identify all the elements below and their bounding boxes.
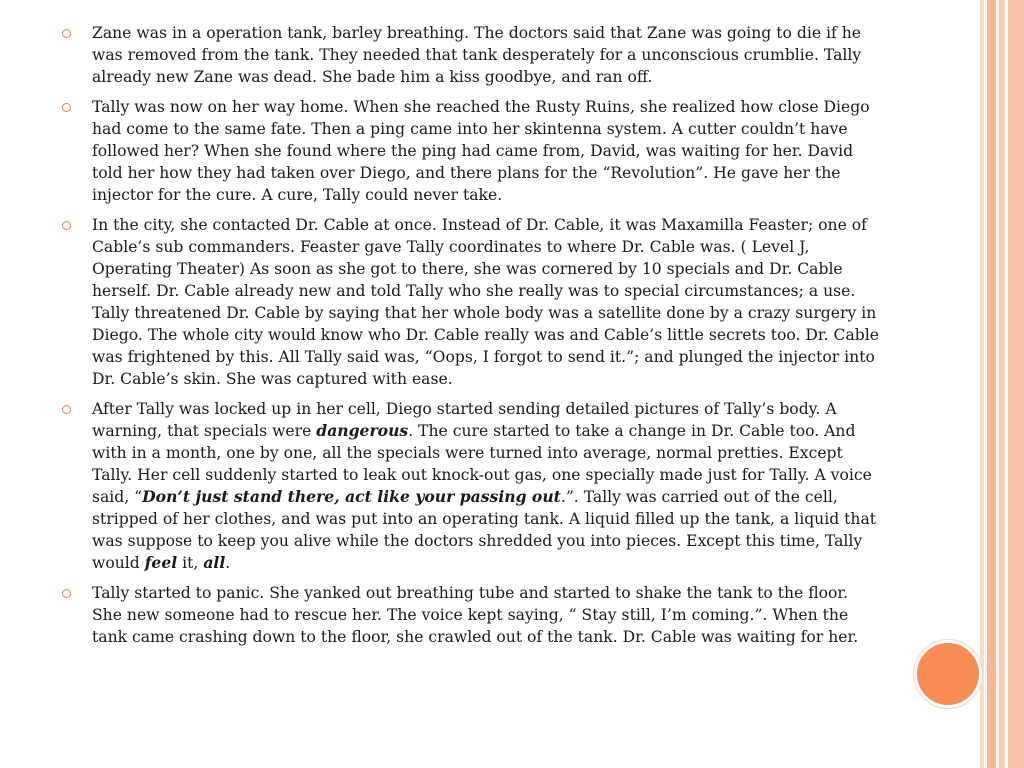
emphasized-text: feel: [144, 553, 178, 572]
decorative-side-stripes: [980, 0, 1024, 768]
stripe: [987, 0, 996, 768]
bullet-paragraph-5: [62, 582, 882, 648]
hollow-circle-bullet-icon: [62, 405, 71, 414]
paragraph-text-part: .”. Tally was carried out of the cell, stripped of her clothes, and was put into an operating tank. A liquid filled up the tank, a liquid that was suppose to keep you alive while the doctors shredded you into pieces. Except this time, Tally would: [92, 488, 877, 572]
paragraph-text: Zane was in a operation tank, barley breathing. The doctors said that Zane was going to die if he was removed from the tank. They needed that tank desperately for a unconscious crumblie. Tally already new Zane was dead. She bade him a kiss goodbye, and ran off.: [92, 24, 862, 86]
paragraph-text-part: After Tally was locked up in her cell, Diego started sending detailed pictures of Tally’s body. A warning, that specials were: [92, 400, 837, 440]
emphasized-text: Don’t just stand there, act like your passing out: [142, 487, 561, 506]
hollow-circle-bullet-icon: [62, 221, 71, 230]
bullet-paragraph-3: [62, 214, 882, 390]
orange-circle-decoration: [914, 640, 982, 708]
paragraph-text: Tally was now on her way home. When she reached the Rusty Ruins, she realized how close Diego had come to the same fate. Then a ping came into her skintenna system. A cutter couldn’t have followed her? When she found where the ping had came from, David, was waiting for her. David told her how they had taken over Diego, and there plans for the “Revolution”. He gave her the injector for the cure. A cure, Tally could never take.: [92, 98, 870, 204]
bullet-paragraph-1: [62, 22, 882, 88]
paragraph-text: Tally started to panic. She yanked out breathing tube and started to shake the tank to the floor. She new someone had to rescue her. The voice kept saying, “ Stay still, I’m coming.”. When the tank came crashing down to the floor, she crawled out of the tank. Dr. Cable was waiting for her.: [92, 584, 859, 646]
hollow-circle-bullet-icon: [62, 589, 71, 598]
bullet-list: [62, 22, 882, 648]
paragraph-text-part: .: [225, 554, 231, 572]
paragraph-text-part: . The cure started to take a change in Dr. Cable too. And with in a month, one by one, all the specials were turned into average, normal pretties. Except Tally. Her cell suddenly started to leak out knock-out gas, one specially made just for Tally. A voice said, “: [92, 422, 872, 506]
bullet-paragraph-4: [62, 398, 882, 574]
emphasized-text: dangerous: [316, 421, 409, 440]
hollow-circle-bullet-icon: [62, 29, 71, 38]
bullet-paragraph-2: [62, 96, 882, 206]
stripe: [1008, 0, 1024, 768]
slide-body: [62, 22, 882, 656]
paragraph-text-part: it,: [177, 554, 204, 572]
paragraph-text: In the city, she contacted Dr. Cable at once. Instead of Dr. Cable, it was Maxamilla Feaster; one of Cable’s sub commanders. Feaster gave Tally coordinates to where Dr. Cable was. ( Level J, Operating Theater) As soon as she got to there, she was cornered by 10 specials and Dr. Cable herself. Dr. Cable already new and told Tally who she really was to special circumstances; a use. Tally threatened Dr. Cable by saying that her whole body was a satellite done by a crazy surgery in Diego. The whole city would know who Dr. Cable really was and Cable’s little secrets too. Dr. Cable was frightened by this. All Tally said was, “Oops, I forgot to send it.”; and plunged the injector into Dr. Cable’s skin. She was captured with ease.: [92, 216, 879, 388]
hollow-circle-bullet-icon: [62, 103, 71, 112]
emphasized-text: all: [203, 553, 226, 572]
